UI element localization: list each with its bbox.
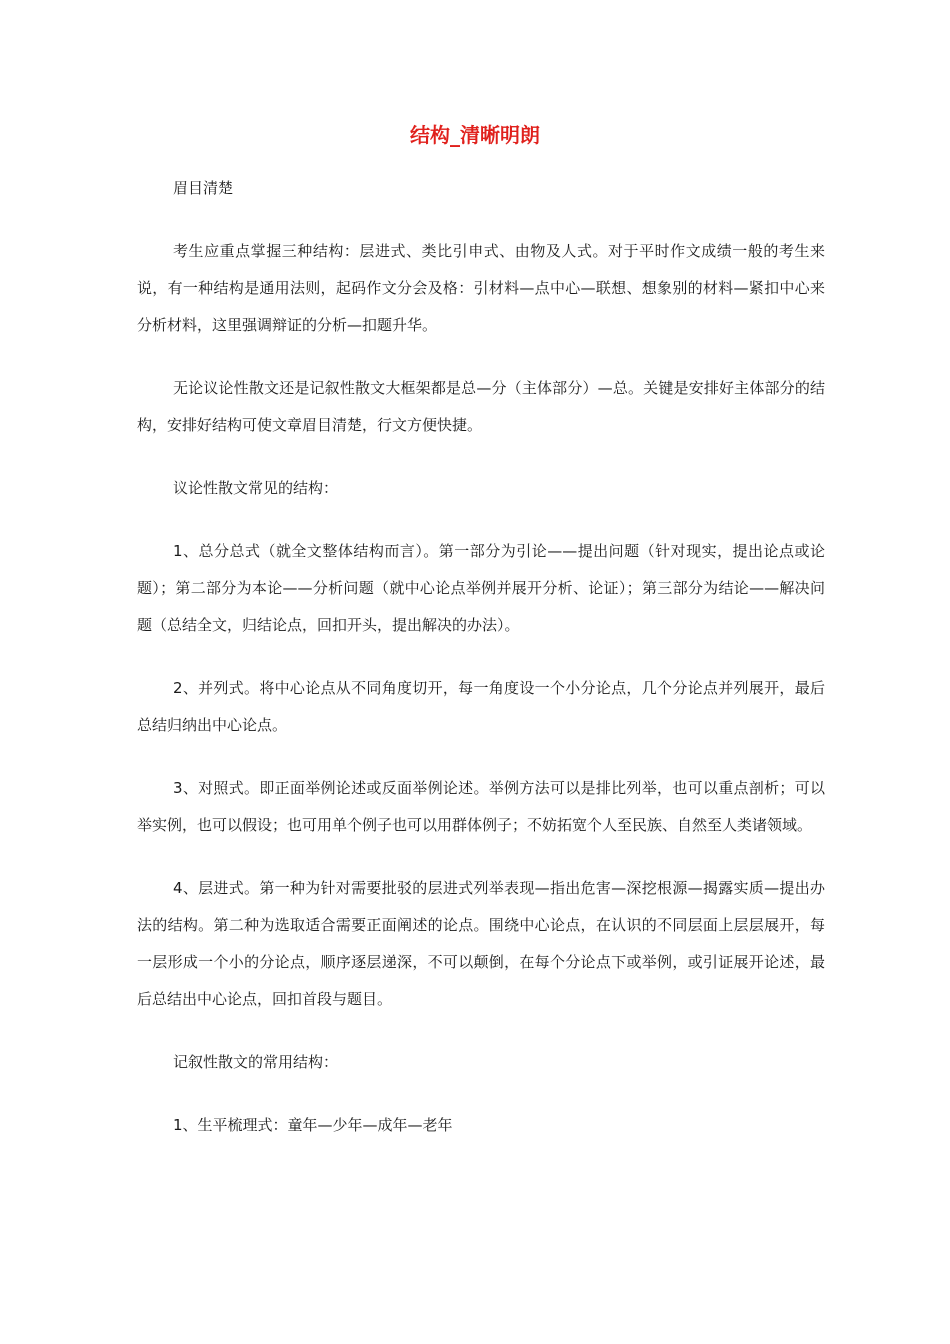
- section-heading: 记叙性散文的常用结构：: [173, 1053, 339, 1071]
- document-body: [137, 170, 825, 1170]
- list-item: 1、生平梳理式：童年—少年—成年—老年: [173, 1116, 453, 1134]
- body-paragraph: 无论议论性散文还是记叙性散文大框架都是总—分（主体部分）—总。关键是安排好主体部分的结构，安排好结构可使文章眉目清楚，行文方便快捷。: [137, 379, 825, 434]
- list-item: 1、总分总式（就全文整体结构而言）。第一部分为引论——提出问题（针对现实，提出论点或论题）；第二部分为本论——分析问题（就中心论点举例并展开分析、论证）；第三部分为结论——解决问题（总结全文，归结论点，回扣开头，提出解决的办法）。: [137, 542, 825, 634]
- body-paragraph: 考生应重点掌握三种结构：层进式、类比引申式、由物及人式。对于平时作文成绩一般的考生来说，有一种结构是通用法则，起码作文分会及格：引材料—点中心—联想、想象别的材料—紧扣中心来分析材料，这里强调辩证的分析—扣题升华。: [137, 242, 825, 334]
- section-heading: 眉目清楚: [173, 179, 234, 197]
- section-heading: 议论性散文常见的结构：: [173, 479, 339, 497]
- list-item: 3、对照式。即正面举例论述或反面举例论述。举例方法可以是排比列举，也可以重点剖析；可以举实例，也可以假设；也可用单个例子也可以用群体例子；不妨拓宽个人至民族、自然至人类诸领域。: [137, 779, 825, 834]
- list-item: 4、层进式。第一种为针对需要批驳的层进式列举表现—指出危害—深挖根源—揭露实质—提出办法的结构。第二种为选取适合需要正面阐述的论点。围绕中心论点，在认识的不同层面上层层展开，每一层形成一个小的分论点，顺序逐层递深，不可以颠倒，在每个分论点下或举例，或引证展开论述，最后总结出中心论点，回扣首段与题目。: [137, 879, 825, 1008]
- list-item: 2、并列式。将中心论点从不同角度切开，每一角度设一个小分论点，几个分论点并列展开，最后总结归纳出中心论点。: [137, 679, 825, 734]
- document-title: 结构_清晰明朗: [410, 123, 540, 147]
